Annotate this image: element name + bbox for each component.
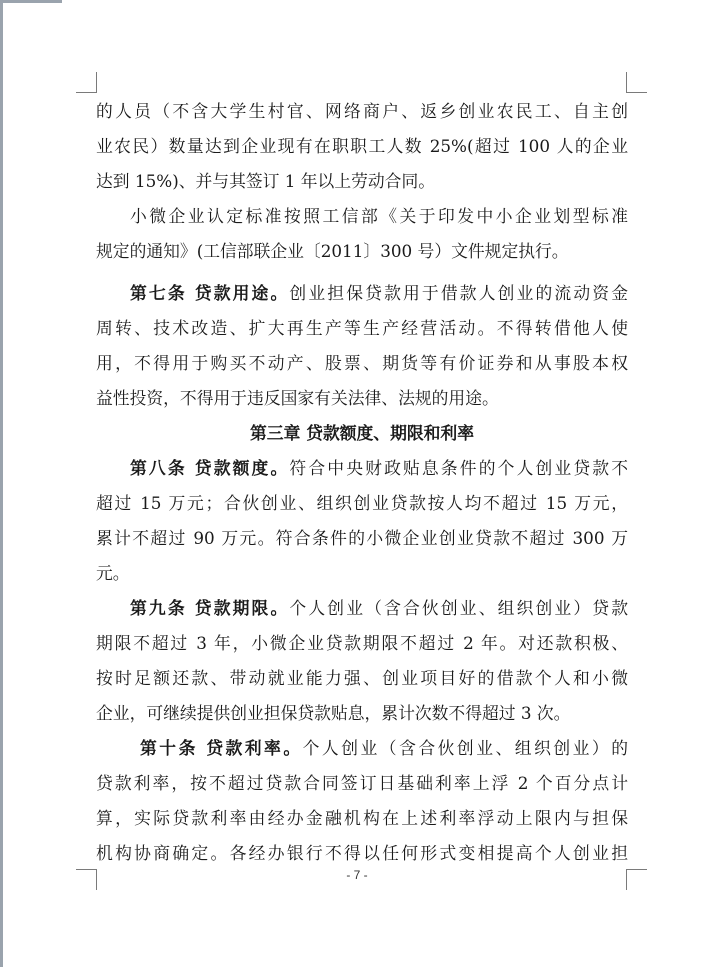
chapter-heading: 第三章 贷款额度、期限和利率 [250,423,474,443]
body-line: 益性投资，不得用于违反国家有关法律、法规的用途。 [96,388,499,408]
window-edge [0,0,3,967]
article-8-heading: 第八条 贷款额度。 [130,458,290,478]
article-7-heading: 第七条 贷款用途。 [130,283,290,303]
window-edge-top [0,0,62,3]
crop-mark-top-right [626,72,647,93]
article-10-first-line [140,733,628,763]
body-line: 期限不超过 3 年，小微企业贷款期限不超过 2 年。对还款积极、 [96,633,628,653]
body-line: 累计不超过 90 万元。符合条件的小微企业创业贷款不超过 300 万 [96,528,628,548]
body-line: 用，不得用于购买不动产、股票、期货等有价证券和从事股本权 [96,353,628,373]
body-line: 规定的通知》(工信部联企业〔2011〕300 号）文件规定执行。 [96,241,569,261]
page-number: - 7 - [346,868,368,882]
crop-mark-top-left [76,72,97,93]
body-line: 机构协商确定。各经办银行不得以任何形式变相提高个人创业担 [96,843,628,863]
body-line: 贷款利率，按不超过贷款合同签订日基础利率上浮 2 个百分点计 [96,773,628,793]
body-line: 周转、技术改造、扩大再生产等生产经营活动。不得转借他人使 [96,318,628,338]
article-9-heading: 第九条 贷款期限。 [130,598,290,618]
body-line: 的人员（不含大学生村官、网络商户、返乡创业农民工、自主创 [96,101,628,121]
article-8-text: 符合中央财政贴息条件的个人创业贷款不 [289,458,628,478]
body-line: 元。 [96,563,130,583]
article-7-text: 创业担保贷款用于借款人创业的流动资金 [289,283,628,303]
body-line: 算，实际贷款利率由经办金融机构在上述利率浮动上限内与担保 [96,808,628,828]
article-10-heading: 第十条 贷款利率。 [140,738,303,758]
body-line: 达到 15%)、并与其签订 1 年以上劳动合同。 [96,171,436,191]
body-line: 企业，可继续提供创业担保贷款贴息，累计次数不得超过 3 次。 [96,703,571,723]
body-line: 按时足额还款、带动就业能力强、创业项目好的借款个人和小微 [96,668,628,688]
article-9-text: 个人创业（含合伙创业、组织创业）贷款 [289,598,628,618]
body-line: 超过 15 万元；合伙创业、组织创业贷款按人均不超过 15 万元， [96,493,628,513]
body-line: 小微企业认定标准按照工信部《关于印发中小企业划型标准 [130,206,628,226]
article-7-first-line [130,278,628,308]
article-8-first-line [130,453,628,483]
body-line: 业农民）数量达到企业现有在职职工人数 25%(超过 100 人的企业 [96,136,628,156]
article-10-text: 个人创业（含合伙创业、组织创业）的 [302,738,628,758]
article-9-first-line [130,593,628,623]
